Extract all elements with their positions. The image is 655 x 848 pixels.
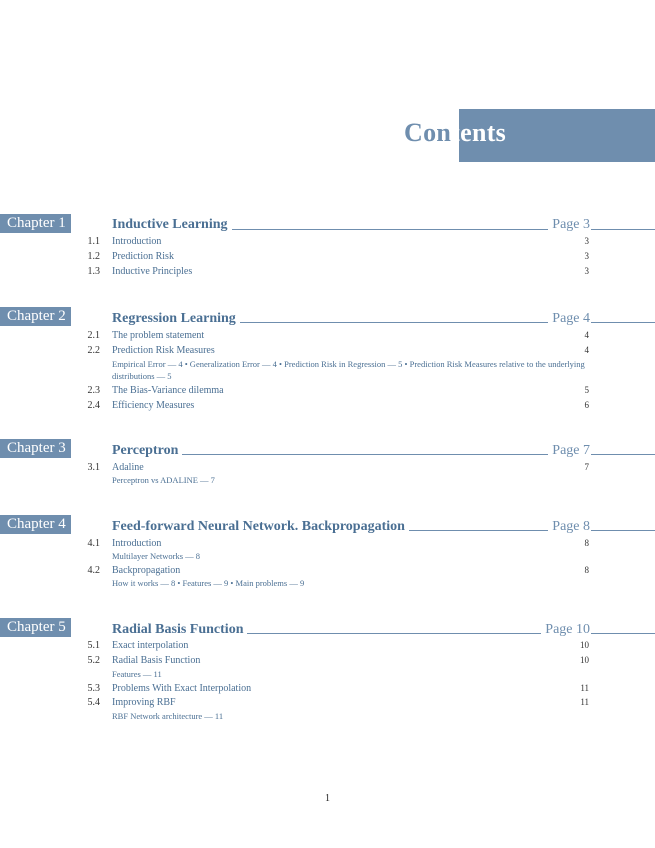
chapter-title[interactable]: Inductive Learning bbox=[112, 217, 232, 233]
section-page: 6 bbox=[584, 400, 589, 410]
subsection-list[interactable]: Perceptron vs ADALINE — 7 bbox=[112, 475, 215, 485]
chapter-badge: Chapter 5 bbox=[0, 618, 71, 637]
section-page: 8 bbox=[584, 565, 589, 575]
toc-entry[interactable] bbox=[0, 655, 655, 669]
chapter-page[interactable]: Page 8 bbox=[548, 519, 590, 535]
page-title bbox=[404, 118, 506, 148]
toc-entry[interactable] bbox=[0, 640, 655, 654]
chapter-badge: Chapter 1 bbox=[0, 214, 71, 233]
section-label[interactable]: Backpropagation bbox=[112, 565, 181, 576]
section-number: 5.2 bbox=[87, 655, 100, 666]
page-number: 1 bbox=[325, 793, 330, 804]
section-page: 11 bbox=[580, 697, 589, 707]
title-part-2: tents bbox=[451, 118, 507, 147]
section-number: 4.2 bbox=[87, 565, 100, 576]
toc-entry[interactable] bbox=[0, 251, 655, 265]
section-number: 1.1 bbox=[87, 236, 100, 247]
subsection-list[interactable]: Multilayer Networks — 8 bbox=[112, 551, 201, 561]
chapter-tail-rule bbox=[591, 454, 655, 455]
subsection-list[interactable]: Empirical Error — 4 • Generalization Error — 4 • Prediction Risk in Regression — 5 • Prediction Risk Measures relative to the underlying distributions — 5 bbox=[112, 359, 585, 381]
chapter-title[interactable]: Regression Learning bbox=[112, 311, 240, 327]
section-label[interactable]: The Bias-Variance dilemma bbox=[112, 385, 224, 396]
chapter-badge: Chapter 2 bbox=[0, 307, 71, 326]
chapter-tail-rule bbox=[591, 530, 655, 531]
chapter-title[interactable]: Perceptron bbox=[112, 443, 182, 459]
section-number: 5.3 bbox=[87, 683, 100, 694]
section-page: 3 bbox=[584, 266, 589, 276]
subsection-list[interactable]: Features — 11 bbox=[112, 669, 162, 679]
section-label[interactable]: Efficiency Measures bbox=[112, 400, 195, 411]
section-label[interactable]: Prediction Risk bbox=[112, 251, 174, 262]
section-number: 1.2 bbox=[87, 251, 100, 262]
section-label[interactable]: Radial Basis Function bbox=[112, 655, 201, 666]
section-label[interactable]: Problems With Exact Interpolation bbox=[112, 683, 252, 694]
section-page: 3 bbox=[584, 236, 589, 246]
toc-entry[interactable] bbox=[0, 345, 655, 359]
toc-entry[interactable] bbox=[0, 400, 655, 414]
section-label[interactable]: Introduction bbox=[112, 538, 162, 549]
toc-entry[interactable] bbox=[0, 236, 655, 250]
section-label[interactable]: The problem statement bbox=[112, 330, 205, 341]
section-page: 3 bbox=[584, 251, 589, 261]
toc-entry[interactable] bbox=[0, 697, 655, 711]
chapter-page[interactable]: Page 10 bbox=[541, 622, 590, 638]
section-number: 2.2 bbox=[87, 345, 100, 356]
section-page: 10 bbox=[580, 640, 589, 650]
chapter-leader-rule bbox=[112, 454, 590, 455]
section-label[interactable]: Improving RBF bbox=[112, 697, 176, 708]
toc-entry[interactable] bbox=[0, 565, 655, 579]
toc-entry[interactable] bbox=[0, 330, 655, 344]
section-number: 5.1 bbox=[87, 640, 100, 651]
chapter-title[interactable]: Radial Basis Function bbox=[112, 622, 247, 638]
chapter-tail-rule bbox=[591, 633, 655, 634]
chapter-badge: Chapter 4 bbox=[0, 515, 71, 534]
section-page: 10 bbox=[580, 655, 589, 665]
section-label[interactable]: Exact interpolation bbox=[112, 640, 189, 651]
toc-entry[interactable] bbox=[0, 266, 655, 280]
section-number: 5.4 bbox=[87, 697, 100, 708]
chapter-title[interactable]: Feed-forward Neural Network. Backpropagation bbox=[112, 519, 409, 535]
subsection-list[interactable]: How it works — 8 • Features — 9 • Main problems — 9 bbox=[112, 578, 305, 588]
chapter-tail-rule bbox=[591, 229, 655, 230]
section-page: 5 bbox=[584, 385, 589, 395]
section-label[interactable]: Introduction bbox=[112, 236, 162, 247]
toc-entry[interactable] bbox=[0, 385, 655, 399]
section-number: 2.4 bbox=[87, 400, 100, 411]
toc-entry[interactable] bbox=[0, 538, 655, 552]
section-label[interactable]: Adaline bbox=[112, 462, 144, 473]
toc-entry[interactable] bbox=[0, 683, 655, 697]
chapter-page[interactable]: Page 3 bbox=[548, 217, 590, 233]
section-label[interactable]: Inductive Principles bbox=[112, 266, 193, 277]
section-page: 4 bbox=[584, 330, 589, 340]
section-page: 11 bbox=[580, 683, 589, 693]
section-page: 8 bbox=[584, 538, 589, 548]
section-page: 4 bbox=[584, 345, 589, 355]
chapter-page[interactable]: Page 7 bbox=[548, 443, 590, 459]
chapter-page[interactable]: Page 4 bbox=[548, 311, 590, 327]
toc-entry[interactable] bbox=[0, 462, 655, 476]
section-number: 3.1 bbox=[87, 462, 100, 473]
section-number: 2.3 bbox=[87, 385, 100, 396]
section-number: 2.1 bbox=[87, 330, 100, 341]
section-label[interactable]: Prediction Risk Measures bbox=[112, 345, 215, 356]
chapter-tail-rule bbox=[591, 322, 655, 323]
section-number: 4.1 bbox=[87, 538, 100, 549]
title-part-1: Con bbox=[404, 118, 452, 147]
chapter-badge: Chapter 3 bbox=[0, 439, 71, 458]
subsection-list[interactable]: RBF Network architecture — 11 bbox=[112, 711, 224, 721]
section-page: 7 bbox=[584, 462, 589, 472]
section-number: 1.3 bbox=[87, 266, 100, 277]
